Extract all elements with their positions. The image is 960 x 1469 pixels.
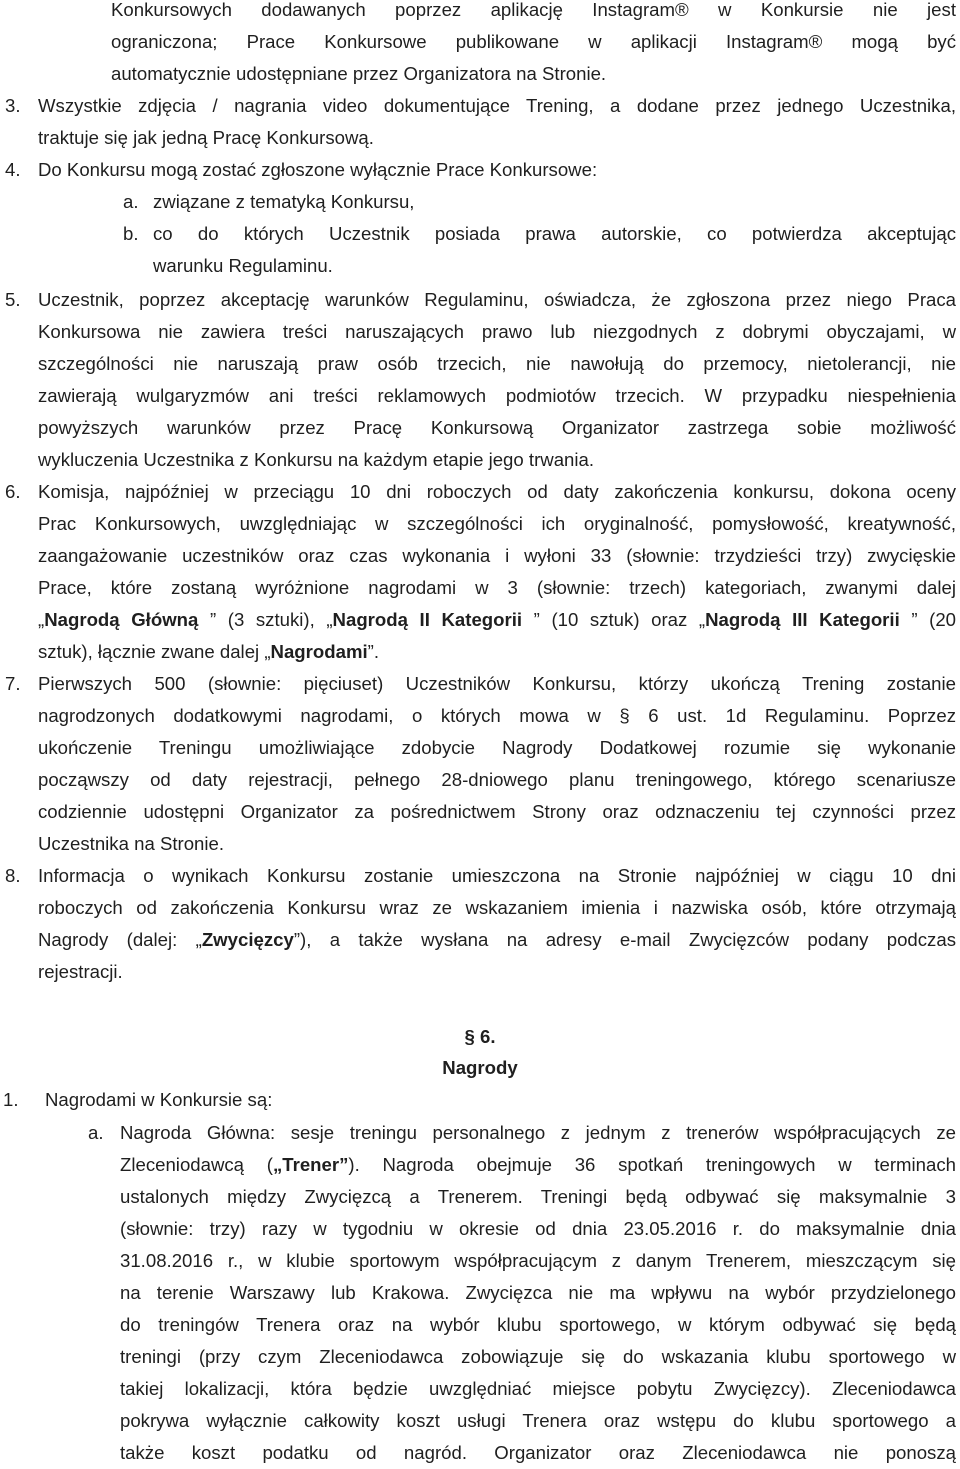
paragraph-line: Uczestnika na Stronie. [38,833,225,854]
term-zwyciezcy: Zwycięzcy [201,929,294,950]
subitem-letter: a. [88,1122,104,1143]
paragraph-line: codziennie udostępni Organizator za pośrednictwem Strony oraz odznaczeniu tej czynności przez [38,801,956,822]
paragraph-line: Konkursowa nie zawiera treści naruszających prawo lub niezgodnych z dobrymi obyczajami, w [38,321,956,342]
item-number: 6. [5,481,21,502]
term-nagroda-ii: Nagrodą II Kategorii [332,609,523,630]
paragraph-line: wykluczenia Uczestnika z Konkursu na każdym etapie jego trwania. [38,449,595,470]
paragraph-line: Konkursowych dodawanych poprzez aplikację Instagram® w Konkursie nie jest [111,0,956,20]
term-nagrody: Nagrodami [270,641,368,662]
item-number: 4. [5,159,21,180]
paragraph-line: nagrodzonych dodatkowymi nagrodami, o których mowa w § 6 ust. 1d Regulaminu. Poprzez [38,705,956,726]
paragraph-line: Komisja, najpóźniej w przeciągu 10 dni roboczych od daty zakończenia konkursu, dokona oceny [38,481,956,502]
paragraph-line: (słownie: trzy) razy w tygodniu w okresie od dnia 23.05.2016 r. do maksymalnie dnia [120,1218,956,1239]
paragraph-line: traktuje się jak jedną Pracę Konkursową. [38,127,374,148]
term-nagroda-iii: Nagrodą III Kategorii [705,609,900,630]
paragraph-line: roboczych od zakończenia Konkursu wraz ze wskazaniem imienia i nazwiska osób, które otrzymają [38,897,956,918]
paragraph-line: powyższych warunków przez Pracę Konkursową Organizator zastrzega sobie możliwość [38,417,956,438]
paragraph-line: Pierwszych 500 (słownie: pięciuset) Uczestników Konkursu, którzy ukończą Trening zostanie [38,673,956,694]
paragraph-line: Prace, które zostaną wyróżnione nagrodami w 3 (słownie: trzech) kategoriach, zwanymi dalej [38,577,956,598]
subitem-letter: b. [123,223,139,244]
paragraph-line: począwszy od daty rejestracji, pełnego 28-dniowego planu treningowego, którego scenariusze [38,769,956,790]
paragraph-line: Nagroda Główna: sesje treningu personalnego z jednym z trenerów współpracujących ze [120,1122,956,1143]
paragraph-line: Nagrody (dalej: „Zwycięzcy”), a także wysłana na adresy e-mail Zwycięzców podany podczas [38,929,956,950]
term-trener: „Trener” [272,1154,349,1175]
paragraph-line: do treningów Trenera oraz na wybór klubu sportowego, w którym odbywać się będą [120,1314,956,1335]
paragraph-line: także koszt podatku od nagród. Organizator oraz Zleceniodawca nie ponoszą [120,1442,956,1463]
paragraph-line: „Nagrodą Główną ” (3 sztuki), „Nagrodą II Kategorii ” (10 sztuk) oraz „Nagrodą III Kategorii ” (20 [38,609,957,630]
item-number: 7. [5,673,21,694]
paragraph-line: Zleceniodawcą („Trener”). Nagroda obejmuje 36 spotkań treningowych w terminach [120,1154,957,1175]
paragraph-line: ograniczona; Prace Konkursowe publikowane w aplikacji Instagram® mogą być [111,31,956,52]
paragraph-line: związane z tematyką Konkursu, [153,191,415,212]
paragraph-line: sztuk), łącznie zwane dalej „Nagrodami”. [38,641,380,662]
item-number: 8. [5,865,21,886]
paragraph-line: zawierają wulgaryzmów ani treści reklamowych podmiotów trzecich. W przypadku niespełnienia [38,385,956,406]
paragraph-line: zaangażowanie uczestników oraz czas wykonania i wyłoni 33 (słownie: trzydzieści trzy) zwycięskie [38,545,956,566]
paragraph-line: automatycznie udostępniane przez Organizatora na Stronie. [111,63,607,84]
paragraph-line: na terenie Warszawy lub Krakowa. Zwycięzca nie ma wpływu na wybór przydzielonego [120,1282,956,1303]
paragraph-line: pokrywa wyłącznie całkowity koszt usługi Trenera oraz wstępu do klubu sportowego a [120,1410,956,1431]
item-number: 1. [3,1089,19,1110]
paragraph-line: ustalonych między Zwycięzcą a Trenerem. Treningi będą odbywać się maksymalnie 3 [120,1186,956,1207]
paragraph-line: Informacja o wynikach Konkursu zostanie umieszczona na Stronie najpóźniej w ciągu 10 dni [38,865,956,886]
paragraph-line: treningi (przy czym Zleceniodawca zobowiązuje się do wskazania klubu sportowego w [120,1346,956,1367]
paragraph-line: ukończenie Treningu umożliwiające zdobycie Nagrody Dodatkowej rozumie się wykonanie [38,737,956,758]
paragraph-line: Nagrodami w Konkursie są: [45,1089,273,1110]
paragraph-line: Prac Konkursowych, uwzględniając w szczególności ich oryginalność, pomysłowość, kreatywność, [38,513,956,534]
item-number: 5. [5,289,21,310]
paragraph-line: 31.08.2016 r., w klubie sportowym współpracującym z danym Trenerem, mieszczącym się [120,1250,956,1271]
subitem-letter: a. [123,191,139,212]
paragraph-line: szczególności nie naruszają praw osób trzecich, nie nawołują do przemocy, nietolerancji, nie [38,353,956,374]
paragraph-line: rejestracji. [38,961,123,982]
paragraph-line: Wszystkie zdjęcia / nagrania video dokumentujące Trening, a dodane przez jednego Uczestnika, [38,95,956,116]
paragraph-line: takiej lokalizacji, która będzie uwzględniać miejsce pobytu Zwycięzcy). Zleceniodawca [120,1378,956,1399]
item-number: 3. [5,95,21,116]
section-number: § 6. [464,1026,496,1047]
term-nagroda-glowna: Nagrodą Główną [44,609,199,630]
paragraph-line: Uczestnik, poprzez akceptację warunków Regulaminu, oświadcza, że zgłoszona przez niego Praca [38,289,956,310]
paragraph-line: co do których Uczestnik posiada prawa autorskie, co potwierdza akceptując [153,223,956,244]
section-title: Nagrody [442,1057,518,1078]
paragraph-line: warunku Regulaminu. [153,255,333,276]
paragraph-line: Do Konkursu mogą zostać zgłoszone wyłącznie Prace Konkursowe: [38,159,598,180]
